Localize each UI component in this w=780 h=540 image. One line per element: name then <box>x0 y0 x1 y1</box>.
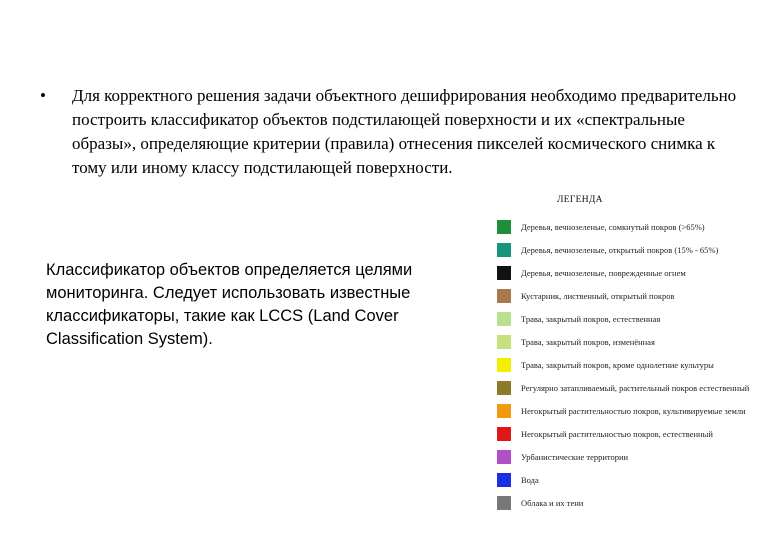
legend-item <box>497 307 757 330</box>
legend-swatch <box>497 427 511 441</box>
legend-swatch <box>497 266 511 280</box>
legend-swatch <box>497 289 511 303</box>
legend-item <box>497 399 757 422</box>
legend-item <box>497 422 757 445</box>
legend-item <box>497 376 757 399</box>
legend-label: Трава, закрытый покров, изменённая <box>521 336 655 347</box>
legend-item <box>497 353 757 376</box>
legend-item <box>497 284 757 307</box>
legend-swatch <box>497 335 511 349</box>
legend-label: Трава, закрытый покров, кроме однолетние культуры <box>521 359 714 370</box>
legend-swatch <box>497 404 511 418</box>
bullet-marker: • <box>40 86 46 105</box>
legend-label: Урбанистические территории <box>521 451 629 462</box>
legend-label: Негокрытый растительностью покров, естественный <box>521 428 713 439</box>
bullet-paragraph <box>40 84 740 180</box>
legend-swatch <box>497 473 511 487</box>
legend-items <box>497 215 757 514</box>
legend-item <box>497 330 757 353</box>
legend-label: Деревья, вечнозеленые, сомкнутый покров (>65%) <box>521 221 705 232</box>
legend-swatch <box>497 496 511 510</box>
classifier-paragraph: Классификатор объектов определяется целями мониторинга. Следует использовать известные классификаторы, такие как LCCS (Land Cover Classification System). <box>46 261 413 348</box>
legend-item <box>497 491 757 514</box>
legend-label: Вода <box>521 474 539 485</box>
legend-item <box>497 215 757 238</box>
legend-label: Кустарник, лиственный, открытый покров <box>521 290 675 301</box>
legend-swatch <box>497 312 511 326</box>
legend-swatch <box>497 381 511 395</box>
legend-label: Негокрытый растительностью покров, культивируемые земли <box>521 405 746 416</box>
legend-item <box>497 468 757 491</box>
legend-label: Деревья, вечнозеленые, открытый покров (15% - 65%) <box>521 244 719 255</box>
legend-swatch <box>497 243 511 257</box>
legend-item <box>497 238 757 261</box>
legend-label: Деревья, вечнозеленые, поврежденные огнем <box>521 267 686 278</box>
legend-title: ЛЕГЕНДА <box>557 195 603 205</box>
bullet-text: Для корректного решения задачи объектного дешифрирования необходимо предварительно построить классификатор объектов подстилающей поверхности и их «спектральные образы», определяющие критерии (правила) отнесения пикселей космического снимка к тому или иному классу подстилающей поверхности. <box>72 86 737 177</box>
legend-swatch <box>497 450 511 464</box>
legend-item <box>497 445 757 468</box>
legend-label: Трава, закрытый покров, естественная <box>521 313 661 324</box>
legend-swatch <box>497 220 511 234</box>
legend-label: Облака и их тени <box>521 497 584 508</box>
legend-item <box>497 261 757 284</box>
legend-swatch <box>497 358 511 372</box>
legend-label: Регулярно затапливаемый, растительный покров естественный <box>521 382 750 393</box>
legend <box>497 195 757 514</box>
